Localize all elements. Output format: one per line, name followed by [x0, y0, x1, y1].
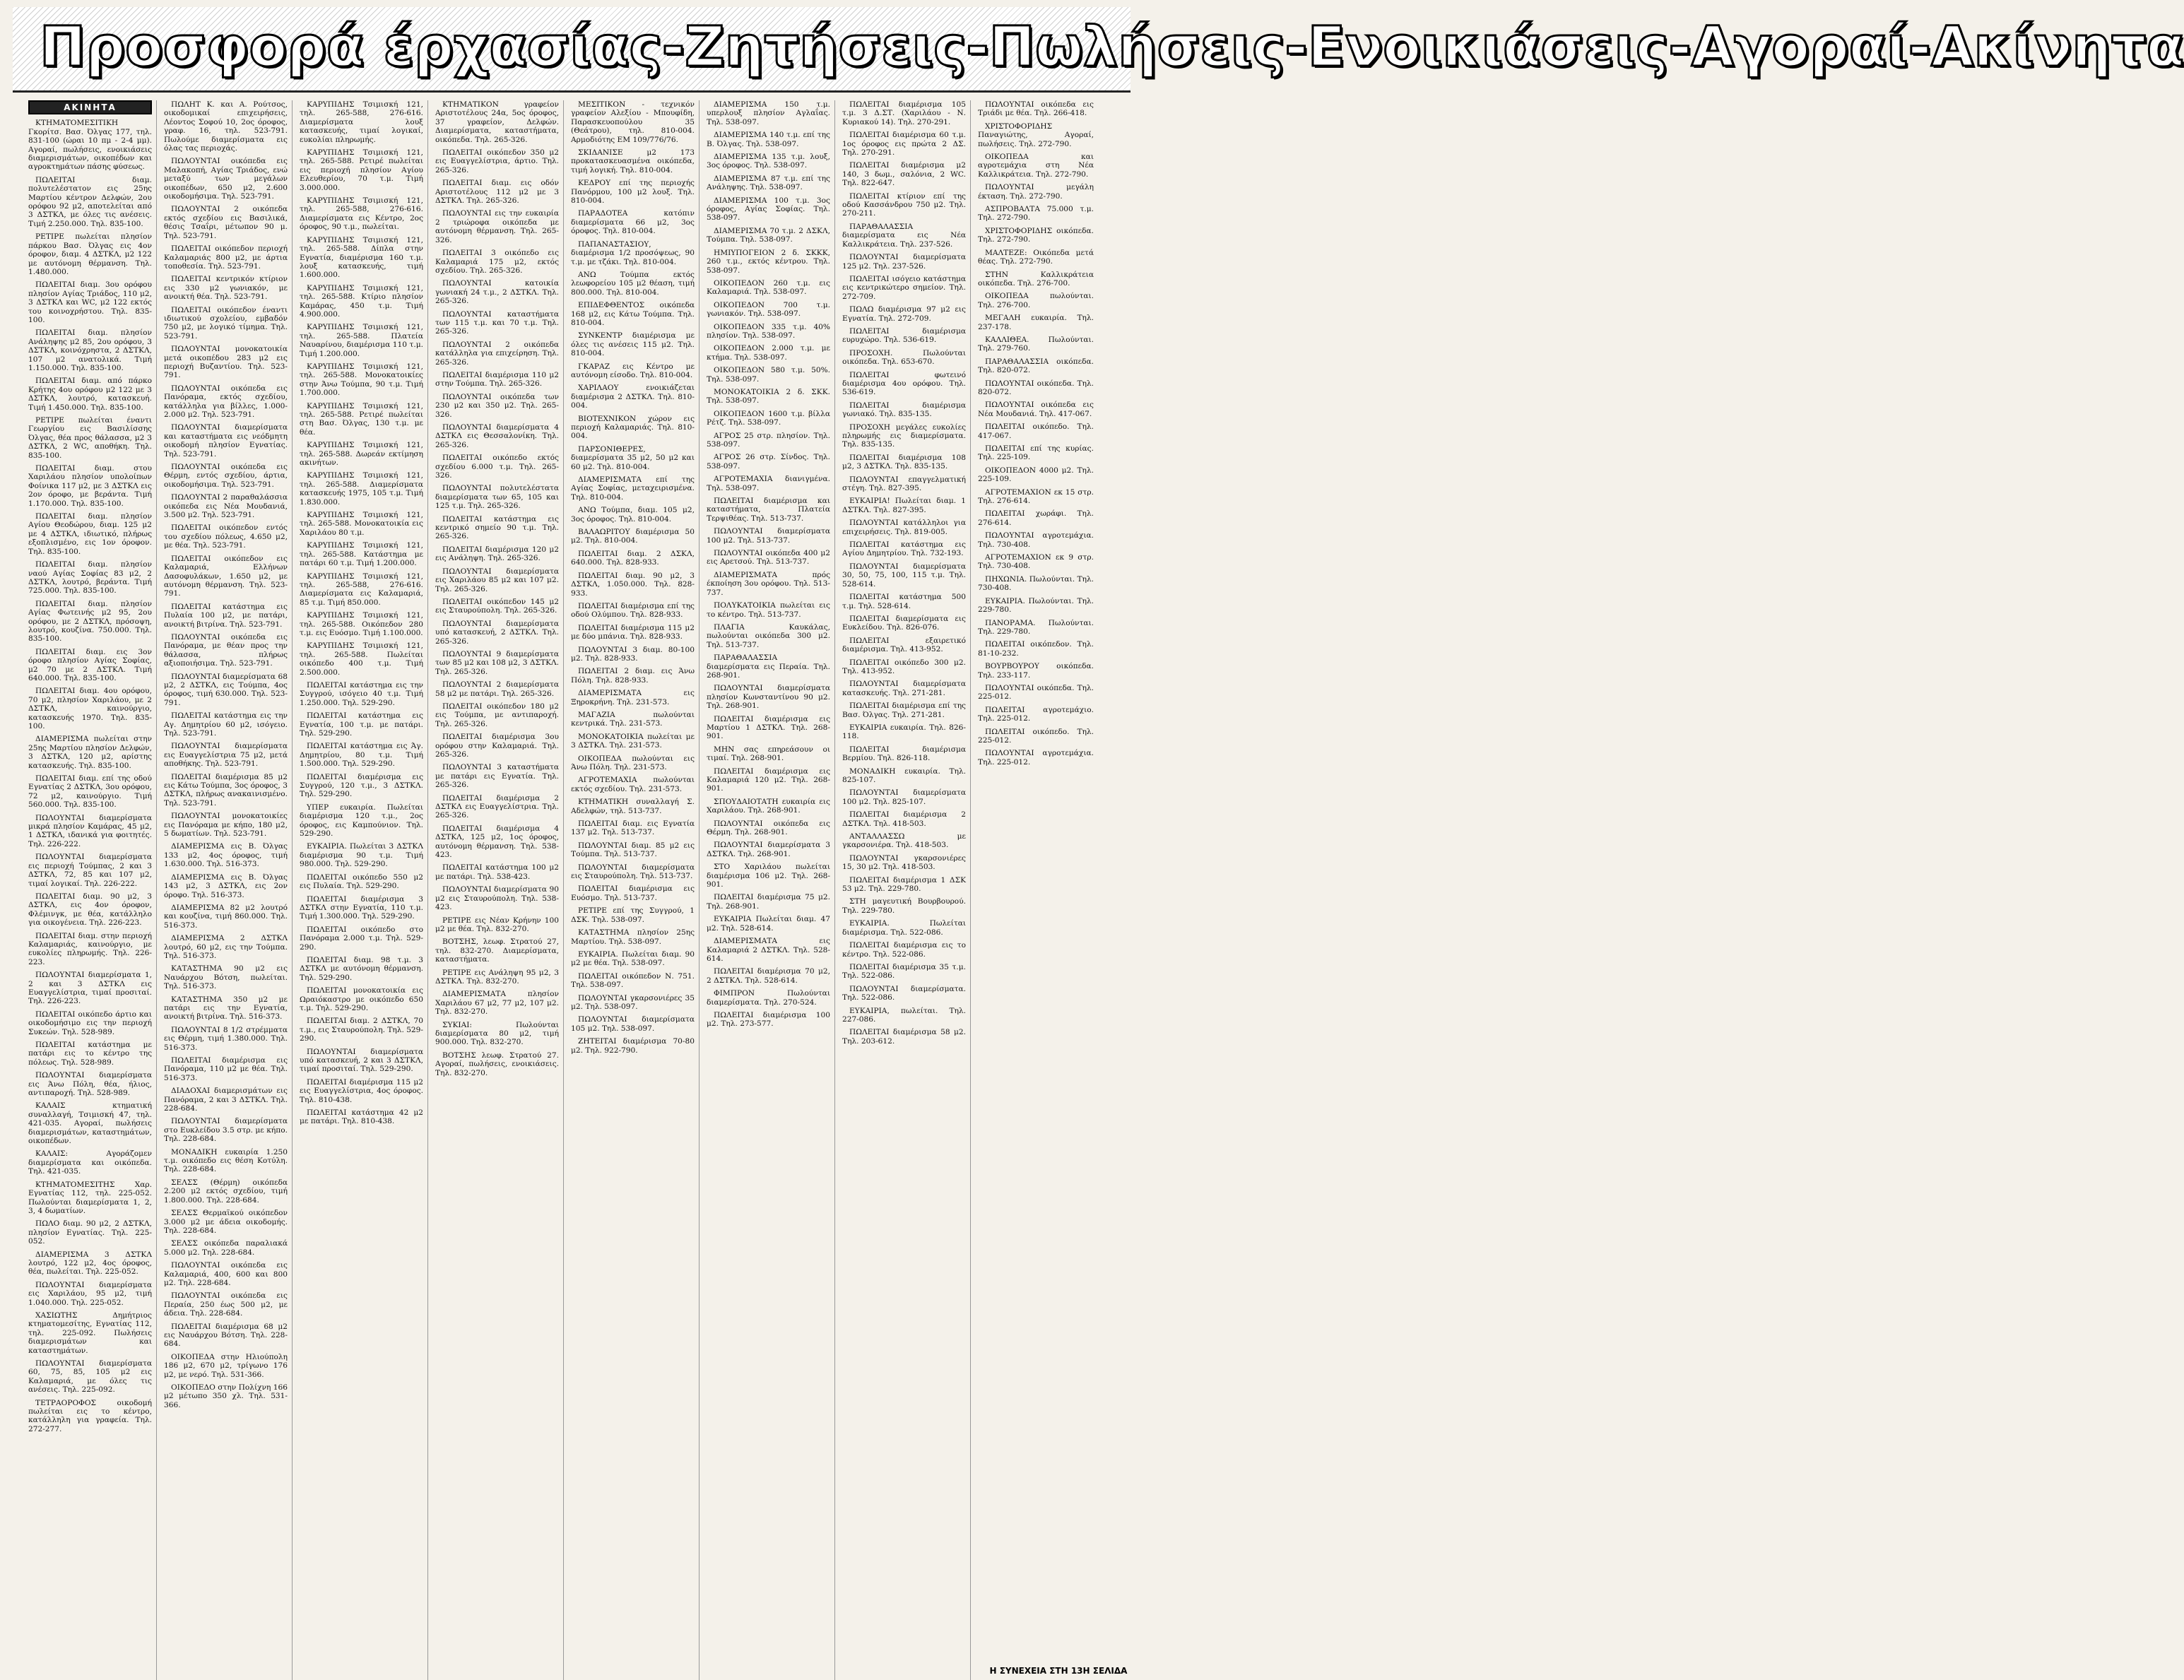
- classified-ad: ΔΙΑΜΕΡΙΣΜΑ 135 τ.μ. λουξ, 3ος όροφος. Τηλ. 538-097.: [707, 153, 830, 170]
- classified-ad: ΣΥΝΚΕΝΤΡ διαμέρισμα με όλες τις ανέσεις 115 μ2. Τηλ. 810-004.: [571, 331, 695, 358]
- classified-ad: ΠΩΛΟΥΝΤΑΙ οικόπεδα εις Πανόραμα, με θέαν προς την θάλασσα, πλήρως αξιοποιήσιμα. Τηλ. 523-791.: [164, 632, 288, 668]
- classified-ad: ΚΑΛΑΙΣ: Αγοράζομεν διαμερίσματα και οικόπεδα. Τηλ. 421-035.: [28, 1149, 152, 1176]
- classified-ad: ΠΩΛΕΙΤΑΙ ισόγειο κατάστημα εις κεντρικώτερο σημείον. Τηλ. 272-709.: [842, 274, 966, 301]
- classified-ad: ΣΕΛΣΣ (Θέρμη) οικόπεδα 2.200 μ2 εκτός σχεδίου, τιμή 1.800.000. Τηλ. 228-684.: [164, 1178, 288, 1205]
- classified-ad: ΠΩΛΟΥΝΤΑΙ διαμερίσματα 100 μ2. Τηλ. 513-737.: [707, 527, 830, 545]
- classified-ad: ΠΩΛΕΙΤΑΙ διαμ. πλησίον ναού Αγίας Σοφίας 83 μ2, 2 ΔΣΤΚΛ, λουτρό, βεράντα. Τιμή 725.000. Τηλ. 835-100.: [28, 560, 152, 596]
- classified-ad: ΠΩΛΩ διαμέρισμα 97 μ2 εις Εγνατία. Τηλ. 272-709.: [842, 305, 966, 323]
- classified-ad: ΠΩΛΕΙΤΑΙ κατάστημα 42 μ2 με πατάρι. Τηλ. 810-438.: [300, 1108, 423, 1126]
- classified-ad: ΧΡΙΣΤΟΦΟΡΙΔΗΣ Παναγιώτης, Αγοραί, πωλήσεις. Τηλ. 272-790.: [978, 122, 1094, 148]
- classified-ad: ΠΩΛΕΙΤΑΙ διαμέρισμα εις Μαρτίου 1 ΔΣΤΚΛ. Τηλ. 268-901.: [707, 714, 830, 741]
- classified-ad: ΚΑΡΥΠΙΔΗΣ Τσιμισκή 121, τηλ. 265-588. Διαμερίσματα κατασκευής 1975, 105 τ.μ. Τιμή 1.830.000.: [300, 471, 423, 507]
- classified-ad: ΔΙΑΜΕΡΙΣΜΑ εις Β. Όλγας 143 μ2, 3 ΔΣΤΚΛ, εις 2ον όροφο. Τηλ. 516-373.: [164, 872, 288, 899]
- classified-ad: ΠΩΛΕΙΤΑΙ διαμ. εις 3ον όροφο πλησίον Αγίας Σοφίας, μ2 70 με 2 ΔΣΤΚΛ. Τιμή 640.000. Τηλ. 835-100.: [28, 647, 152, 682]
- classified-ad: ΠΩΛΟΥΝΤΑΙ διαμερίσματα 30, 50, 75, 100, 115 τ.μ. Τηλ. 528-614.: [842, 562, 966, 588]
- classified-ad: ΠΩΛΟΥΝΤΑΙ οικόπεδα εις Καλαμαριά, 400, 600 και 800 μ2. Τηλ. 228-684.: [164, 1261, 288, 1287]
- classified-ad: ΠΩΛΟΥΝΤΑΙ διαμερίσματα 1, 2 και 3 ΔΣΤΚΛ εις Ευαγγελίστρια, τιμαί προσιταί. Τηλ. 226-223.: [28, 971, 152, 1006]
- classified-ad: ΔΙΑΜΕΡΙΣΜΑ 82 μ2 λουτρό και κουζίνα, τιμή 860.000. Τηλ. 516-373.: [164, 903, 288, 930]
- classified-ad: ΟΙΚΟΠΕΔΟΝ 580 τ.μ. 50%. Τηλ. 538-097.: [707, 366, 830, 384]
- classified-ad: ΑΓΡΟΤΕΜΑΧΙΟΝ εκ 9 στρ. Τηλ. 730-408.: [978, 553, 1094, 571]
- classified-ad: ΧΡΙΣΤΟΦΟΡΙΔΗΣ οικόπεδα. Τηλ. 272-790.: [978, 226, 1094, 244]
- classified-ad: ΡΕΤΙΡΕ πωλείται πλησίον πάρκου Βασ. Όλγας εις 4ον όροφον, διαμ. 4 ΔΣΤΚΛ, μ2 122 με αυτόνομη θέρμανση. Τηλ. 1.480.000.: [28, 232, 152, 276]
- classified-ad: ΠΩΛΕΙΤΑΙ οικόπεδο. Τηλ. 417-067.: [978, 422, 1094, 440]
- classified-ad: ΠΩΛΕΙΤΑΙ διαμ. πλησίον Αγίας Φωτεινής μ2 95, 2ου ορόφου, με 2 ΔΣΤΚΛ, πρόσοψη, λουτρό, κουζίνα. 750.000. Τηλ. 835-100.: [28, 599, 152, 644]
- classified-ad: ΠΩΛΕΙΤΑΙ κατάστημα εις Εγνατία, 100 τ.μ. με πατάρι. Τηλ. 529-290.: [300, 711, 423, 738]
- classified-ad: ΠΩΛΕΙΤΑΙ κατάστημα εις Αγίου Δημητρίου. Τηλ. 732-193.: [842, 540, 966, 558]
- classified-ad: ΠΩΛΕΙΤΑΙ μονοκατοικία εις Ωραιόκαστρο με οικόπεδο 650 τ.μ. Τηλ. 529-290.: [300, 986, 423, 1012]
- classified-ad: ΕΥΚΑΙΡΙΑ. Πωλείται 3 ΔΣΤΚΛ διαμέρισμα 90 τ.μ. Τιμή 980.000. Τηλ. 529-290.: [300, 842, 423, 869]
- classified-ad: ΟΙΚΟΠΕΔΑ πωλούνται. Τηλ. 276-700.: [978, 292, 1094, 309]
- classified-ad: ΠΩΛΕΙΤΑΙ διαμέρισμα 115 μ2 με δύο μπάνια. Τηλ. 828-933.: [571, 623, 695, 641]
- classified-ad: ΣΤΟ Χαριλάου πωλείται διαμέρισμα 106 μ2. Τηλ. 268-901.: [707, 863, 830, 889]
- classified-ad: ΔΙΑΜΕΡΙΣΜΑ 100 τ.μ. 3ος όροφος, Αγίας Σοφίας. Τηλ. 538-097.: [707, 196, 830, 223]
- classified-ad: ΠΩΛΕΙΤΑΙ οικόπεδο άρτιο και οικοδομήσιμο εις την περιοχή Συκεών. Τηλ. 528-989.: [28, 1010, 152, 1036]
- classified-ad: ΠΩΛΟΥΝΤΑΙ οικόπεδα 400 μ2 εις Αρετσού. Τηλ. 513-737.: [707, 549, 830, 567]
- classified-ad: ΠΩΛΕΙΤΑΙ διαμ. εις οδόν Αριστοτέλους 112 μ2 με 3 ΔΣΤΚΛ. Τηλ. 265-326.: [435, 179, 559, 206]
- column-2: [164, 100, 293, 1680]
- classified-ad: ΠΡΟΣΟΧΗ μεγάλες ευκολίες πληρωμής εις διαμερίσματα. Τηλ. 835-135.: [842, 422, 966, 449]
- classified-ad: ΚΤΗΜΑΤΟΜΕΣΙΤΙΚΗ Γκορίτσ. Βασ. Όλγας 177, τηλ. 831-100 (ώραι 10 πμ - 2-4 μμ). Αγοραί, πωλήσεις, ενοικιάσεις διαμερισμάτων, οικοπέδων και αγροκτημάτων πάσης φύσεως.: [28, 119, 152, 172]
- classified-ad: ΦΙΜΠΡΟΝ Πωλούνται διαμερίσματα. Τηλ. 270-524.: [707, 989, 830, 1007]
- classified-ad: ΚΑΡΥΠΙΔΗΣ Τσιμισκή 121, τηλ. 265-588. Οικόπεδον 280 τ.μ. εις Ευόσμο. Τιμή 1.100.000.: [300, 611, 423, 637]
- classified-ad: ΠΩΛΟΥΝΤΑΙ μονοκατοικίες εις Πανόραμα με κήπο, 180 μ2, 5 δωματίων. Τηλ. 523-791.: [164, 812, 288, 839]
- classified-ad: ΚΤΗΜΑΤΟΜΕΣΙΤΗΣ Χαρ. Εγνατίας 112, τηλ. 225-052. Πωλούνται διαμερίσματα 1, 2, 3, 4 δωματίων.: [28, 1180, 152, 1215]
- classified-ad: ΟΙΚΟΠΕΔΟΝ 4000 μ2. Τηλ. 225-109.: [978, 466, 1094, 484]
- classified-ad: ΚΤΗΜΑΤΙΚΗ συναλλαγή Σ. Αδελφών, τηλ. 513-737.: [571, 798, 695, 815]
- classified-ad: ΠΩΛΟΥΝΤΑΙ διαμερίσματα εις Άνω Πόλη, θέα, ήλιος, αντιπαροχή. Τηλ. 528-989.: [28, 1071, 152, 1098]
- classified-ad: ΚΑΡΥΠΙΔΗΣ Τσιμισκή 121, τηλ. 265-588. Μονοκατοικία εις Χαριλάου 80 τ.μ.: [300, 511, 423, 537]
- classified-ad: ΠΩΛΟΥΝΤΑΙ διαμερίσματα εις περιοχή Τούμπας, 2 και 3 ΔΣΤΚΛ, 72, 85 και 107 μ2, τιμαί λογικαί. Τηλ. 226-222.: [28, 853, 152, 888]
- classified-ad: ΠΩΛΕΙΤΑΙ διαμέρισμα 4 ΔΣΤΚΛ, 125 μ2, 1ος όροφος, αυτόνομη θέρμανση. Τηλ. 538-423.: [435, 824, 559, 860]
- classified-ad: ΠΑΡΑΘΑΛΑΣΣΙΑ διαμερίσματα εις Νέα Καλλικράτεια. Τηλ. 237-526.: [842, 222, 966, 249]
- classified-ad: ΠΩΛΕΙΤΑΙ διαμέρισμα 85 μ2 εις Κάτω Τούμπα, 3ος όροφος, 3 ΔΣΤΚΛ, πλήρως ανακαινισμένο. Τηλ. 523-791.: [164, 772, 288, 808]
- classified-ad: ΚΑΤΑΣΤΗΜΑ πλησίον 25ης Μαρτίου. Τηλ. 538-097.: [571, 928, 695, 946]
- classified-ad: ΕΥΚΑΙΡΙΑ ευκαιρία. Τηλ. 826-118.: [842, 723, 966, 741]
- column-8: [978, 100, 1098, 1680]
- classified-ad: ΑΓΡΟΣ 26 στρ. Σίνδος. Τηλ. 538-097.: [707, 453, 830, 471]
- classified-ad: ΚΤΗΜΑΤΙΚΟΝ γραφείον Αριστοτέλους 24α, 5ος όροφος, 37 γραφείον, Δελφών. Διαμερίσματα, καταστήματα, οικόπεδα. Τηλ. 265-326.: [435, 100, 559, 144]
- classified-ad: ΠΩΛΕΙΤΑΙ 3 οικόπεδο εις Καλαμαριά 175 μ2, εκτός σχεδίου. Τηλ. 265-326.: [435, 249, 559, 275]
- classified-ad: ΠΩΛΟΥΝΤΑΙ διαμερίσματα 125 μ2. Τηλ. 237-526.: [842, 253, 966, 271]
- classified-ad: ΠΩΛΟΥΝΤΑΙ διαμερίσματα υπό κατασκευή, 2 ΔΣΤΚΛ. Τηλ. 265-326.: [435, 619, 559, 646]
- classified-ad: ΠΩΛΟΥΝΤΑΙ διαμερίσματα 4 ΔΣΤΚΛ εις Θεσσαλονίκη. Τηλ. 265-326.: [435, 423, 559, 449]
- classified-ad: ΠΩΛΕΙΤΑΙ διαμέρισμα επί της Βασ. Όλγας. Τηλ. 271-281.: [842, 702, 966, 719]
- classified-ad: ΠΩΛΕΙΤΑΙ οικόπεδον Ν. 751. Τηλ. 538-097.: [571, 971, 695, 990]
- classified-ad: ΟΙΚΟΠΕΔΟ στην Πολίχνη 166 μ2 μέτωπο 350 χλ. Τηλ. 531-366.: [164, 1383, 288, 1409]
- classified-ad: ΠΩΛΟΥΝΤΑΙ οικόπεδα των 230 μ2 και 350 μ2. Τηλ. 265-326.: [435, 392, 559, 419]
- column-3: [300, 100, 428, 1680]
- classified-ad: ΚΑΤΑΣΤΗΜΑ 90 μ2 εις Ναυάρχου Βότση, πωλείται. Τηλ. 516-373.: [164, 964, 288, 991]
- classified-ad: ΠΩΛΕΙΤΑΙ οικόπεδον εντός του σχεδίου πόλεως, 4.650 μ2, με θέα. Τηλ. 523-791.: [164, 523, 288, 550]
- classified-ad: ΠΩΛΕΙΤΑΙ χωράφι. Τηλ. 276-614.: [978, 509, 1094, 527]
- classified-ad: ΠΩΛΕΙΤΑΙ οικόπεδον 350 μ2 εις Ευαγγελίστρια, άρτιο. Τηλ. 265-326.: [435, 148, 559, 174]
- classified-ad: ΠΩΛΕΙΤΑΙ διαμ. 4ου ορόφου, 70 μ2, πλησίον Χαριλάου, με 2 ΔΣΤΚΛ, καινούργιο, κατασκευής 1970. Τηλ. 835-100.: [28, 687, 152, 730]
- classified-ad: ΣΥΚΙΑΙ: Πωλούνται διαμερίσματα 80 μ2, τιμή 900.000. Τηλ. 832-270.: [435, 1020, 559, 1047]
- classified-ad: ΠΩΛΕΙΤΑΙ διαμέρισμα γωνιακό. Τηλ. 835-135.: [842, 401, 966, 419]
- classifieds-columns: [28, 100, 1131, 1680]
- classified-ad: ΧΑΡΙΛΑΟΥ ενοικιάζεται διαμέρισμα 2 ΔΣΤΚΛ. Τηλ. 810-004.: [571, 384, 695, 410]
- classified-ad: ΠΩΛΟΥΝΤΑΙ διαμερίσματα και καταστήματα εις νεόδμητη οικοδομή πλησίον Εγνατίας. Τηλ. 523-791.: [164, 423, 288, 459]
- classified-ad: ΠΩΛΕΙΤΑΙ φωτεινό διαμέρισμα 4ου ορόφου. Τηλ. 536-619.: [842, 370, 966, 397]
- classified-ad: ΠΩΛΕΙΤΑΙ διαμέρισμα και καταστήματα, Πλατεία Τερψιθέας. Τηλ. 513-737.: [707, 497, 830, 523]
- classified-ad: ΠΩΛΟΥΝΤΑΙ πολυτελέστατα διαμερίσματα των 65, 105 και 125 τ.μ. Τηλ. 265-326.: [435, 484, 559, 511]
- section-heading: ΑΚΙΝΗΤΑ: [28, 100, 152, 114]
- classified-ad: ΚΑΡΥΠΙΔΗΣ Τσιμισκή 121, τηλ. 265-588. Πλατεία Ναυαρίνου, διαμέρισμα 110 τ.μ. Τιμή 1.200.000.: [300, 323, 423, 358]
- classified-ad: ΠΗΧΩΝΙΑ. Πωλούνται. Τηλ. 730-408.: [978, 574, 1094, 593]
- classified-ad: ΠΩΛΕΙΤΑΙ διαμ. 98 τ.μ. 3 ΔΣΤΚΛ με αυτόνομη θέρμανση. Τηλ. 529-290.: [300, 955, 423, 982]
- classified-ad: ΔΙΑΜΕΡΙΣΜΑ πωλείται στην 25ης Μαρτίου πλησίον Δελφών, 3 ΔΣΤΚΛ, 120 μ2, αρίστης κατασκευής. Τηλ. 835-100.: [28, 735, 152, 770]
- classified-ad: ΠΩΛΕΙΤΑΙ οικόπεδο στο Πανόραμα 2.000 τ.μ. Τηλ. 529-290.: [300, 925, 423, 952]
- classified-ad: ΠΩΛΟΥΝΤΑΙ γκαρσονιέρες 15, 30 μ2. Τηλ. 418-503.: [842, 853, 966, 872]
- classified-ad: ΚΑΡΥΠΙΔΗΣ Τσιμισκή 121, τηλ. 265-588. Πωλείται οικόπεδο 400 τ.μ. Τιμή 2.500.000.: [300, 641, 423, 677]
- banner-title: Προσφορά έρχασίας-Ζητήσεις-Πωλήσεις-Ενοικιάσεις-Αγοραί-Ακίνητα: [40, 16, 2184, 79]
- classified-ad: ΚΕΔΡΟΥ επί της περιοχής Πανόρμου, 100 μ2 λουξ. Τηλ. 810-004.: [571, 179, 695, 206]
- classified-ad: ΠΩΛΟΥΝΤΑΙ κατοικία γωνιακή 24 τ.μ., 2 ΔΣΤΚΛ. Τηλ. 265-326.: [435, 279, 559, 306]
- classified-ad: ΠΩΛΟΥΝΤΑΙ 9 διαμερίσματα των 85 μ2 και 108 μ2, 3 ΔΣΤΚΛ. Τηλ. 265-326.: [435, 649, 559, 676]
- classified-ad: ΡΕΤΙΡΕ επί της Συγγρού, 1 ΔΣΚ. Τηλ. 538-097.: [571, 906, 695, 924]
- classified-ad: ΠΩΛΕΙΤΑΙ διαμέρισμα εις Συγγρού, 120 τ.μ., 3 ΔΣΤΚΛ. Τηλ. 529-290.: [300, 772, 423, 799]
- classified-ad: ΠΩΛΟΥΝΤΑΙ διαμερίσματα. Τηλ. 522-086.: [842, 984, 966, 1002]
- classified-ad: ΠΑΡΣΟΝΙΘΕΡΕΣ, διαμερίσματα 35 μ2, 50 μ2 και 60 μ2. Τηλ. 810-004.: [571, 444, 695, 471]
- classified-ad: ΠΩΛΟΥΝΤΑΙ διαμερίσματα 105 μ2. Τηλ. 538-097.: [571, 1015, 695, 1033]
- continuation-note: Η ΣΥΝΕΧΕΙΑ ΣΤΗ 13Η ΣΕΛΙΔΑ: [988, 1666, 1129, 1676]
- classified-ad: ΠΩΛΕΙΤΑΙ αγροτεμάχιο. Τηλ. 225-012.: [978, 705, 1094, 723]
- classified-ad: ΠΩΛΕΙΤΑΙ διαμέρισμα 1 ΔΣΚ 53 μ2. Τηλ. 229-780.: [842, 875, 966, 894]
- classified-ad: ΚΑΡΥΠΙΔΗΣ Τσιμισκή 121, τηλ. 265-588. Δωρεάν εκτίμηση ακινήτων.: [300, 441, 423, 468]
- classified-ad: ΠΩΛΟΥΝΤΑΙ μονοκατοικία μετά οικοπέδου 283 μ2 εις περιοχή Βυζαντίου. Τηλ. 523-791.: [164, 345, 288, 380]
- classified-ad: ΕΥΚΑΙΡΙΑ. Πωλούνται. Τηλ. 229-780.: [978, 596, 1094, 615]
- classified-ad: ΠΩΛΕΙΤΑΙ διαμέρισμα μ2 140, 3 δωμ., σαλόνια, 2 WC. Τηλ. 822-647.: [842, 161, 966, 188]
- classified-ad: ΔΙΑΜΕΡΙΣΜΑ 150 τ.μ. υπερλουξ πλησίον Αγλαΐας. Τηλ. 538-097.: [707, 100, 830, 126]
- classified-ad: ΒΙΟΤΕΧΝΙΚΟΝ χώρον εις περιοχή Καλαμαριάς. Τηλ. 810-004.: [571, 414, 695, 441]
- classified-ad: ΠΩΛΟΥΝΤΑΙ μεγάλη έκταση. Τηλ. 272-790.: [978, 183, 1094, 201]
- classified-ad: ΤΕΤΡΑΟΡΟΦΟΣ οικοδομή πωλείται εις το κέντρο, κατάλληλη για γραφεία. Τηλ. 272-277.: [28, 1398, 152, 1433]
- classified-ad: ΠΩΛΟΥΝΤΑΙ 2 οικόπεδα εκτός σχεδίου εις Βασιλικά, θέσις Τσαΐρι, μέτωπον 90 μ. Τηλ. 523-791.: [164, 205, 288, 240]
- classified-ad: ΠΩΛΕΙΤΑΙ διαμ. από πάρκο Κρήτης 4ου ορόφου μ2 122 με 3 ΔΣΤΚΛ, λουτρό, κατασκευή. Τιμή 1.450.000. Τηλ. 835-100.: [28, 377, 152, 412]
- column-4: [435, 100, 564, 1680]
- classified-ad: ΑΓΡΟΣ 25 στρ. πλησίον. Τηλ. 538-097.: [707, 431, 830, 449]
- classified-ad: ΠΩΛΟΥΝΤΑΙ διαμερίσματα πλησίον Κωνσταντίνου 90 μ2. Τηλ. 268-901.: [707, 684, 830, 711]
- classified-ad: ΠΩΛΟΥΝΤΑΙ διαμερίσματα μικρά πλησίον Καμάρας, 45 μ2, 1 ΔΣΤΚΛ, ιδανικά για φοιτητές. Τηλ. 226-222.: [28, 813, 152, 848]
- classified-ad: ΒΟΤΣΗΣ, λεωφ. Στρατού 27, τηλ. 832-270. Διαμερίσματα, καταστήματα.: [435, 937, 559, 964]
- classified-ad: ΠΩΛΟΥΝΤΑΙ γκαρσονιέρες 35 μ2. Τηλ. 538-097.: [571, 993, 695, 1011]
- classified-ad: ΠΩΛΟΥΝΤΑΙ οικόπεδα εις Πανόραμα, εκτός σχεδίου, κατάλληλα για βίλλες, 1.000-2.000 μ2. Τηλ. 523-791.: [164, 384, 288, 419]
- classified-ad: ΜΕΣΙΤΙΚΟΝ - τεχνικόν γραφείον Αλεξίου - Μπουφίδη, Παρασκευοπούλου 35 (Θεάτρου), τηλ. 810-004. Αρμοδιότης ΕΜ 109/776/76.: [571, 100, 695, 144]
- classified-ad: ΠΩΛΕΙΤΑΙ διαμέρισμα 68 μ2 εις Ναυάρχου Βότση. Τηλ. 228-684.: [164, 1322, 288, 1349]
- classified-ad: ΠΩΛΟΥΝΤΑΙ 3 καταστήματα με πατάρι εις Εγνατία. Τηλ. 265-326.: [435, 763, 559, 790]
- classified-ad: ΠΩΛΕΙΤΑΙ διαμέρισμα 2 ΔΣΤΚΛ. Τηλ. 418-503.: [842, 810, 966, 828]
- classified-ad: ΠΩΛΟΥΝΤΑΙ διαμερίσματα υπό κατασκευή, 2 και 3 ΔΣΤΚΛ, τιμαί προσιταί. Τηλ. 529-290.: [300, 1047, 423, 1074]
- classified-ad: ΠΩΛΕΙΤΑΙ διαμέρισμα επί της οδού Ολύμπου. Τηλ. 828-933.: [571, 601, 695, 620]
- classified-ad: ΠΩΛΕΙΤΑΙ διαμέρισμα εις το κέντρο. Τηλ. 522-086.: [842, 941, 966, 959]
- classified-ad: ΠΩΛΕΙΤΑΙ διαμ. 2 ΔΣΤΚΛ, 70 τ.μ., εις Σταυρούπολη. Τηλ. 529-290.: [300, 1017, 423, 1043]
- classified-ad: ΜΟΝΑΔΙΚΗ ευκαιρία 1.250 τ.μ. οικόπεδο εις θέση Κοτύλη. Τηλ. 228-684.: [164, 1147, 288, 1174]
- classified-ad: ΣΕΛΣΣ οικόπεδα παραλιακά 5.000 μ2. Τηλ. 228-684.: [164, 1239, 288, 1257]
- classified-ad: ΠΩΛΟ διαμ. 90 μ2, 2 ΔΣΤΚΛ, πλησίον Εγνατίας. Τηλ. 225-052.: [28, 1219, 152, 1246]
- classified-ad: ΚΑΡΥΠΙΔΗΣ Τσιμισκή 121, τηλ. 265-588. Μονοκατοικίες στην Άνω Τούμπα, 90 τ.μ. Τιμή 1.700.000.: [300, 362, 423, 398]
- classified-ad: ΜΟΝΟΚΑΤΟΙΚΙΑ πωλείται με 3 ΔΣΤΚΛ. Τηλ. 231-573.: [571, 732, 695, 750]
- classified-ad: ΠΩΛΕΙΤΑΙ διαμ. στου Χαριλάου πλησίον υπολοίπων Φοίνικα 117 μ2, με 3 ΔΣΤΚΛ εις 2ον όροφο, με βεράντα. Τιμή 1.170.000. Τηλ. 835-100.: [28, 464, 152, 508]
- classified-ad: ΟΙΚΟΠΕΔΟΝ 260 τ.μ. εις Καλαμαριά. Τηλ. 538-097.: [707, 278, 830, 297]
- classified-ad: ΚΑΛΑΙΣ κτηματική συναλλαγή, Τσιμισκή 47, τηλ. 421-035. Αγοραί, πωλήσεις διαμερισμάτων, καταστημάτων, οικοπέδων.: [28, 1101, 152, 1146]
- classified-ad: ΜΟΝΑΔΙΚΗ ευκαιρία. Τηλ. 825-107.: [842, 767, 966, 784]
- classified-ad: ΚΑΡΥΠΙΔΗΣ Τσιμισκή 121, τηλ. 265-588, 276-616. Διαμερίσματα εις Κέντρο, 2ος όροφος, 90 τ.μ., πωλείται.: [300, 196, 423, 232]
- classified-ad: ΠΩΛΕΙΤΑΙ διαμέρισμα 70 μ2, 2 ΔΣΤΚΛ. Τηλ. 528-614.: [707, 967, 830, 985]
- classified-ad: ΑΝΤΑΛΛΑΣΣΩ με γκαρσονιέρα. Τηλ. 418-503.: [842, 832, 966, 850]
- classified-ad: ΡΕΤΙΡΕ εις Ανάληψη 95 μ2, 3 ΔΣΤΚΛ. Τηλ. 832-270.: [435, 968, 559, 986]
- classified-ad: ΠΩΛΕΙΤΑΙ διαμέρισμα 120 μ2 εις Ανάληψη. Τηλ. 265-326.: [435, 545, 559, 563]
- classified-ad: ΒΑΛΑΩΡΙΤΟΥ διαμέρισμα 50 μ2. Τηλ. 810-004.: [571, 528, 695, 545]
- classified-ad: ΠΩΛΕΙΤΑΙ διαμ. 3ου ορόφου πλησίον Αγίας Τριάδος, 110 μ2, 3 ΔΣΤΚΛ και WC, μ2 122 εκτός του κοινοχρήστου. Τηλ. 835-100.: [28, 280, 152, 324]
- classified-ad: ΠΩΛΗΤ Κ. και Α. Ρούτσος, οικοδομικαί επιχειρήσεις, Λέοντος Σοφού 10, 2ος όροφος, γραφ. 16, τηλ. 523-791. Πωλούμε διαμερίσματα εις όλας τας περιοχάς.: [164, 100, 288, 153]
- classified-ad: ΠΩΛΟΥΝΤΑΙ διαμερίσματα 100 μ2. Τηλ. 825-107.: [842, 788, 966, 806]
- classified-ad: ΣΠΟΥΔΑΙΟΤΑΤΗ ευκαιρία εις Χαριλάου. Τηλ. 268-901.: [707, 797, 830, 815]
- classified-ad: ΔΙΑΜΕΡΙΣΜΑΤΑ πρός έκποίηση 3ου ορόφου. Τηλ. 513-737.: [707, 570, 830, 597]
- classified-ad: ΠΩΛΕΙΤΑΙ διαμέρισμα 115 μ2 εις Ευαγγελίστρια, 4ος όροφος. Τηλ. 810-438.: [300, 1077, 423, 1104]
- classified-ad: ΠΩΛΕΙΤΑΙ διαμέρισμα 75 μ2. Τηλ. 268-901.: [707, 893, 830, 911]
- classified-ad: ΒΟΥΡΒΟΥΡΟΥ οικόπεδα. Τηλ. 233-117.: [978, 662, 1094, 680]
- classified-ad: ΕΥΚΑΙΡΙΑ, πωλείται. Τηλ. 227-086.: [842, 1006, 966, 1024]
- classified-ad: ΠΩΛΟΥΝΤΑΙ διαμερίσματα εις Ευαγγελίστρια 75 μ2, μετά αποθήκης. Τηλ. 523-791.: [164, 742, 288, 769]
- classified-ad: ΠΩΛΟΥΝΤΑΙ εις την ευκαιρία 2 τριώροφα οικόπεδα με αυτόνομη θέρμανση. Τηλ. 265-326.: [435, 209, 559, 244]
- classified-ad: ΕΥΚΑΙΡΙΑ! Πωλείται διαμ. 1 ΔΣΤΚΛ. Τηλ. 827-395.: [842, 497, 966, 514]
- classified-ad: ΠΡΟΣΟΧΗ. Πωλούνται οικόπεδα. Τηλ. 653-670.: [842, 348, 966, 367]
- classified-ad: ΚΑΡΥΠΙΔΗΣ Τσιμισκή 121, τηλ. 265-588, 276-616. Διαμερίσματα εις Καλαμαριά, 85 τ.μ. Τιμή 850.000.: [300, 572, 423, 607]
- classified-ad: ΚΑΡΥΠΙΔΗΣ Τσιμισκή 121, τηλ. 265-588. Ρετιρέ πωλείται εις περιοχή πλησίον Αγίου Ελευθερίου, 70 τ.μ. Τιμή 3.000.000.: [300, 148, 423, 192]
- classified-ad: ΠΩΛΟΥΝΤΑΙ διαμερίσματα κατασκευής. Τηλ. 271-281.: [842, 680, 966, 697]
- classified-ad: ΠΩΛΟΥΝΤΑΙ αγροτεμάχια. Τηλ. 730-408.: [978, 531, 1094, 549]
- classified-ad: ΠΩΛΕΙΤΑΙ διαμέρισμα 105 τ.μ. 3 Δ.ΣΤ. (Χαριλάου - Ν. Κυριακού 14). Τηλ. 270-291.: [842, 100, 966, 126]
- classified-ad: ΚΑΤΑΣΤΗΜΑ 350 μ2 με πατάρι εις την Εγνατία, ανοικτή βιτρίνα. Τηλ. 516-373.: [164, 995, 288, 1022]
- classified-ad: ΠΩΛΕΙΤΑΙ κατάστημα εις κεντρικό σημείο 90 τ.μ. Τηλ. 265-326.: [435, 514, 559, 541]
- classified-ad: ΜΑΛΤΕΖΕ: Οικόπεδα μετά θέας. Τηλ. 272-790.: [978, 248, 1094, 266]
- classified-ad: ΕΥΚΑΙΡΙΑ Πωλείται διαμ. 47 μ2. Τηλ. 528-614.: [707, 915, 830, 933]
- classified-ad: ΠΩΛΕΙΤΑΙ 2 διαμ. εις Άνω Πόλη. Τηλ. 828-933.: [571, 667, 695, 685]
- classified-ad: ΠΩΛΕΙΤΑΙ διαμέρισμα εις Πανόραμα, 110 μ2 με θέα. Τηλ. 516-373.: [164, 1056, 288, 1082]
- classified-ad: ΠΩΛΕΙΤΑΙ κεντρικόν κτίριον εις 330 μ2 γωνιακόν, με ανοικτή θέα. Τηλ. 523-791.: [164, 275, 288, 302]
- classified-ad: ΠΩΛΕΙΤΑΙ διαμ. 90 μ2, 3 ΔΣΤΚΛ, εις 4ον όροφον, Φλέμινγκ, με θέα, κατάλληλο για οικογένεια. Τηλ. 226-223.: [28, 892, 152, 928]
- classified-ad: ΠΩΛΕΙΤΑΙ διαμ. 2 ΔΣΚΛ, 640.000. Τηλ. 828-933.: [571, 549, 695, 567]
- classifieds-banner: [13, 7, 2184, 93]
- classified-ad: ΟΙΚΟΠΕΔΟΝ 700 τ.μ. γωνιακόν. Τηλ. 538-097.: [707, 300, 830, 319]
- classified-ad: ΠΩΛΟΥΝΤΑΙ διαμερίσματα εις Χαριλάου, 95 μ2, τιμή 1.040.000. Τηλ. 225-052.: [28, 1280, 152, 1307]
- classified-ad: ΠΩΛΕΙΤΑΙ διαμ. 90 μ2, 3 ΔΣΤΚΛ, 1.050.000. Τηλ. 828-933.: [571, 571, 695, 598]
- classified-ad: ΠΩΛΟΥΝΤΑΙ οικόπεδα εις Περαία, 250 έως 500 μ2, με άδεια. Τηλ. 228-684.: [164, 1291, 288, 1318]
- classified-ad: ΠΩΛΟΥΝΤΑΙ διαμερίσματα 60, 75, 85, 105 μ2 εις Καλαμαριά, με όλες τις ανέσεις. Τηλ. 225-092.: [28, 1359, 152, 1395]
- classified-ad: ΠΩΛΟΥΝΤΑΙ διαμερίσματα εις Χαριλάου 85 μ2 και 107 μ2. Τηλ. 265-326.: [435, 567, 559, 593]
- classified-ad: ΠΩΛΕΙΤΑΙ διαμέρισμα 108 μ2, 3 ΔΣΤΚΛ. Τηλ. 835-135.: [842, 453, 966, 471]
- classified-ad: ΔΙΑΜΕΡΙΣΜΑ εις Β. Όλγας 133 μ2, 4ος όροφος, τιμή 1.630.000. Τηλ. 516-373.: [164, 842, 288, 869]
- classified-ad: ΠΩΛΟΥΝΤΑΙ οικόπεδα εις Θέρμη. Τηλ. 268-901.: [707, 819, 830, 837]
- classified-ad: ΟΙΚΟΠΕΔΑ πωλούνται εις Άνω Πόλη. Τηλ. 231-573.: [571, 754, 695, 771]
- classified-ad: ΔΙΑΜΕΡΙΣΜΑ 3 ΔΣΤΚΛ λουτρό, 122 μ2, 4ος όροφος, θέα, πωλείται. Τηλ. 225-052.: [28, 1250, 152, 1277]
- column-1: [28, 100, 157, 1680]
- classified-ad: ΠΩΛΟΥΝΤΑΙ 8 1/2 στρέμματα εις Θέρμη, τιμή 1.380.000. Τηλ. 516-373.: [164, 1025, 288, 1052]
- classified-ad: ΠΩΛΟΥΝΤΑΙ διαμερίσματα 90 μ2 εις Σταυρούπολη. Τηλ. 538-423.: [435, 885, 559, 912]
- classified-ad: ΔΙΑΜΕΡΙΣΜΑ 2 ΔΣΤΚΛ λουτρό, 60 μ2, εις την Τούμπα. Τηλ. 516-373.: [164, 934, 288, 960]
- classified-ad: ΠΑΡΑΘΑΛΑΣΣΙΑ διαμερίσματα εις Περαία. Τηλ. 268-901.: [707, 653, 830, 680]
- classified-ad: ΠΩΛΕΙΤΑΙ διαμέρισμα εις Ευόσμο. Τηλ. 513-737.: [571, 885, 695, 902]
- classified-ad: ΒΟΤΣΗΣ λεωφ. Στρατού 27. Αγοραί, πωλήσεις, ενοικιάσεις. Τηλ. 832-270.: [435, 1051, 559, 1077]
- classified-ad: ΠΩΛΟΥΝΤΑΙ κατάλληλοι για επιχειρήσεις. Τηλ. 819-005.: [842, 519, 966, 536]
- classified-ad: ΚΑΛΛΙΘΕΑ. Πωλούνται. Τηλ. 279-760.: [978, 335, 1094, 353]
- classified-ad: ΠΩΛΕΙΤΑΙ διαμερίσματα εις Ευκλείδου. Τηλ. 826-076.: [842, 614, 966, 632]
- classified-ad: ΠΩΛΟΥΝΤΑΙ 2 παραθαλάσσια οικόπεδα εις Νέα Μουδανιά, 3.500 μ2. Τηλ. 523-791.: [164, 493, 288, 520]
- classified-ad: ΠΩΛΟΥΝΤΑΙ 2 διαμερίσματα 58 μ2 με πατάρι. Τηλ. 265-326.: [435, 680, 559, 698]
- classified-ad: ΚΑΡΥΠΙΔΗΣ Τσιμισκή 121, τηλ. 265-588. Κτίριο πλησίον Καμάρας, 450 τ.μ. Τιμή 4.900.000.: [300, 283, 423, 319]
- classified-ad: ΠΩΛΕΙΤΑΙ οικόπεδο. Τηλ. 225-012.: [978, 727, 1094, 745]
- classified-ad: ΠΩΛΟΥΝΤΑΙ καταστήματα των 115 τ.μ. και 70 τ.μ. Τηλ. 265-326.: [435, 309, 559, 336]
- classified-ad: ΔΙΑΜΕΡΙΣΜΑ 87 τ.μ. επί της Ανάληψης. Τηλ. 538-097.: [707, 174, 830, 192]
- column-5: [571, 100, 700, 1680]
- classified-ad: ΑΝΩ Τούμπα, διαμ. 105 μ2, 3ος όροφος. Τηλ. 810-004.: [571, 506, 695, 523]
- classified-ad: ΠΩΛΕΙΤΑΙ διαμ. εις Εγνατία 137 μ2. Τηλ. 513-737.: [571, 820, 695, 837]
- classified-ad: ΠΩΛΕΙΤΑΙ κατάστημα 500 τ.μ. Τηλ. 528-614.: [842, 593, 966, 610]
- classified-ad: ΠΩΛΕΙΤΑΙ διαμέρισμα εις Καλαμαριά 120 μ2. Τηλ. 268-901.: [707, 767, 830, 793]
- classified-ad: ΚΑΡΥΠΙΔΗΣ Τσιμισκή 121, τηλ. 265-588, 276-616. Διαμερίσματα λουξ κατασκευής, τιμαί λογικαί, ευκολίαι πληρωμής.: [300, 100, 423, 144]
- classified-ad: ΜΗΝ σας επηρεάσουν οι τιμαί. Τηλ. 268-901.: [707, 745, 830, 763]
- classified-ad: ΥΠΕΡ ευκαιρία. Πωλείται διαμέρισμα 120 τ.μ., 2ος όροφος, εις Καμπούνιον. Τηλ. 529-290.: [300, 803, 423, 839]
- classified-ad: ΚΑΡΥΠΙΔΗΣ Τσιμισκή 121, τηλ. 265-588. Κατάστημα με πατάρι 60 τ.μ. Τιμή 1.200.000.: [300, 541, 423, 568]
- classified-ad: ΠΩΛΟΥΝΤΑΙ επαγγελματική στέγη. Τηλ. 827-395.: [842, 475, 966, 493]
- classified-ad: ΑΝΩ Τούμπα εκτός λεωφορείου 105 μ2 θέαση, τιμή 800.000. Τηλ. 810-004.: [571, 270, 695, 297]
- classified-ad: ΠΩΛΕΙΤΑΙ διαμέρισμα Βερμίου. Τηλ. 826-118.: [842, 745, 966, 763]
- classified-ad: ΔΙΑΜΕΡΙΣΜΑΤΑ πλησίον Χαριλάου 67 μ2, 77 μ2, 107 μ2. Τηλ. 832-270.: [435, 990, 559, 1017]
- classified-ad: ΠΩΛΕΙΤΑΙ κατάστημα εις Άγ. Δημητρίου, 80 τ.μ. Τιμή 1.500.000. Τηλ. 529-290.: [300, 742, 423, 769]
- classified-ad: ΠΩΛΕΙΤΑΙ διαμέρισμα 100 μ2. Τηλ. 273-577.: [707, 1010, 830, 1029]
- classified-ad: ΡΕΤΙΡΕ πωλείται έναντι Γεωργίου εις Βασιλίσσης Όλγας, θέα προς θάλασσα, μ2 3 ΔΣΤΚΛ, 2 WC, αποθήκη. Τηλ. 835-100.: [28, 416, 152, 460]
- classified-ad: ΖΗΤΕΙΤΑΙ διαμέρισμα 70-80 μ2. Τηλ. 922-790.: [571, 1037, 695, 1055]
- classified-ad: ΠΩΛΟΥΝΤΑΙ διαμερίσματα 68 μ2, 2 ΔΣΤΚΛ, εις Τούμπα, 4ος όροφος, τιμή 630.000. Τηλ. 523-791.: [164, 672, 288, 707]
- classified-ad: ΠΩΛΟΥΝΤΑΙ διαμ. 85 μ2 εις Τούμπα. Τηλ. 513-737.: [571, 841, 695, 859]
- classified-ad: ΗΜΙΥΠΟΓΕΙΟΝ 2 δ. ΣΚΚΚ, 260 τ.μ., εκτός κέντρου. Τηλ. 538-097.: [707, 248, 830, 275]
- classified-ad: ΠΩΛΟΥΝΤΑΙ αγροτεμάχια. Τηλ. 225-012.: [978, 749, 1094, 767]
- classified-ad: ΔΙΑΜΕΡΙΣΜΑ 140 τ.μ. επί της Β. Όλγας. Τηλ. 538-097.: [707, 131, 830, 148]
- classified-ad: ΣΚΙΔΑΝΙΣΕ μ2 173 προκατασκευασμένα οικόπεδα, τιμή λογική. Τηλ. 810-004.: [571, 148, 695, 174]
- classified-ad: ΠΩΛΕΙΤΑΙ διαμέρισμα ευρυχώρο. Τηλ. 536-619.: [842, 326, 966, 345]
- classified-ad: ΔΙΑΜΕΡΙΣΜΑΤΑ εις Ξηροκρήνη. Τηλ. 231-573.: [571, 689, 695, 706]
- classified-ad: ΟΙΚΟΠΕΔΟΝ 335 τ.μ. 40% πλησίον. Τηλ. 538-097.: [707, 322, 830, 340]
- classified-ad: ΠΩΛΟΥΝΤΑΙ διαμερίσματα 3 ΔΣΤΚΛ. Τηλ. 268-901.: [707, 841, 830, 858]
- classified-ad: ΠΩΛΕΙΤΑΙ οικόπεδον εις Καλαμαριά, Ελλήνων Δασοφυλάκων, 1.650 μ2, με αυτόνομη θέρμανση. Τηλ. 523-791.: [164, 554, 288, 598]
- classified-ad: ΠΩΛΕΙΤΑΙ εξαιρετικό διαμέρισμα. Τηλ. 413-952.: [842, 636, 966, 654]
- classified-ad: ΠΑΡΑΔΟΤΕΑ κατόπιν διαμερίσματα 66 μ2, 3ος όροφος. Τηλ. 810-004.: [571, 209, 695, 236]
- classified-ad: ΠΩΛΕΙΤΑΙ διαμέρισμα 3ου ορόφου στην Καλαμαριά. Τηλ. 265-326.: [435, 733, 559, 759]
- classified-ad: ΣΤΗΝ Καλλικράτεια οικόπεδα. Τηλ. 276-700.: [978, 270, 1094, 288]
- classified-ad: ΠΩΛΕΙΤΑΙ οικόπεδο 550 μ2 εις Πυλαία. Τηλ. 529-290.: [300, 872, 423, 891]
- classified-ad: ΠΩΛΟΥΝΤΑΙ οικόπεδα. Τηλ. 820-072.: [978, 379, 1094, 396]
- classified-ad: ΠΑΡΑΘΑΛΑΣΣΙΑ οικόπεδα. Τηλ. 820-072.: [978, 357, 1094, 375]
- classified-ad: ΠΑΠΑΝΑΣΤΑΣΙΟΥ, διαμέρισμα 1/2 προσόψεως, 90 τ.μ. με τζάκι. Τηλ. 810-004.: [571, 239, 695, 266]
- classified-ad: ΠΩΛΕΙΤΑΙ κατάστημα 100 μ2 με πατάρι. Τηλ. 538-423.: [435, 863, 559, 881]
- classified-ad: ΠΩΛΕΙΤΑΙ διαμ. στην περιοχή Καλαμαριάς, καινούργιο, με ευκολίες πληρωμής. Τηλ. 226-223.: [28, 931, 152, 966]
- classified-ad: ΔΙΑΔΟΧΑΙ διαμερισμάτων εις Πανόραμα, 2 και 3 ΔΣΤΚΛ. Τηλ. 228-684.: [164, 1087, 288, 1113]
- classified-ad: ΑΓΡΟΤΕΜΑΧΙΑ πωλούνται εκτός σχεδίου. Τηλ. 231-573.: [571, 776, 695, 793]
- column-7: [842, 100, 971, 1680]
- classified-ad: ΠΩΛΟΥΝΤΑΙ οικόπεδα εις Τριάδι με θέα. Τηλ. 266-418.: [978, 100, 1094, 118]
- classified-ad: ΟΙΚΟΠΕΔΑ στην Ηλιούπολη 186 μ2, 670 μ2, τρίγωνο 176 μ2, με νερό. Τηλ. 531-366.: [164, 1352, 288, 1379]
- classified-ad: ΡΕΤΙΡΕ εις Νέαν Κρήνην 100 μ2 με θέα. Τηλ. 832-270.: [435, 916, 559, 933]
- classified-ad: ΠΩΛΕΙΤΑΙ διαμ. πλησίον Ανάληψης μ2 85, 2ου ορόφου, 3 ΔΣΤΚΛ, κοινόχρηστα, 2 ΔΣΤΚΛ, 107 μ2 ανατολικά. Τιμή 1.150.000. Τηλ. 835-100.: [28, 329, 152, 372]
- classified-ad: ΔΙΑΜΕΡΙΣΜΑΤΑ επί της Αγίας Σοφίας, μεταχειρισμένα. Τηλ. 810-004.: [571, 475, 695, 502]
- classified-ad: ΠΛΑΓΙΑ Καυκάλας, πωλούνται οικόπεδα 300 μ2. Τηλ. 513-737.: [707, 622, 830, 649]
- classified-ad: ΠΟΛΥΚΑΤΟΙΚΙΑ πωλείται εις το κέντρο. Τηλ. 513-737.: [707, 601, 830, 619]
- classified-ad: ΑΓΡΟΤΕΜΑΧΙΟΝ εκ 15 στρ. Τηλ. 276-614.: [978, 487, 1094, 506]
- classified-ad: ΚΑΡΥΠΙΔΗΣ Τσιμισκή 121, τηλ. 265-588. Ρετιρέ πωλείται στη Βασ. Όλγας, 130 τ.μ. με θέα.: [300, 401, 423, 437]
- classified-ad: ΠΩΛΕΙΤΑΙ διαμ. πολυτελέστατον εις 25ης Μαρτίου κέντρον Δελφών, 2ου ορόφου 92 μ2, αποτελείται από 3 ΔΣΤΚΛ, με όλες τις ανέσεις. Τιμή 2.250.000. Τηλ. 835-100.: [28, 175, 152, 228]
- classified-ad: ΠΩΛΟΥΝΤΑΙ οικόπεδα εις Νέα Μουδανιά. Τηλ. 417-067.: [978, 401, 1094, 418]
- classified-ad: ΠΩΛΕΙΤΑΙ οικόπεδον περιοχή Καλαμαριάς 800 μ2, με άρτια τοποθεσία. Τηλ. 523-791.: [164, 244, 288, 271]
- classified-ad: ΟΙΚΟΠΕΔΟΝ 2.000 τ.μ. με κτήμα. Τηλ. 538-097.: [707, 344, 830, 362]
- classified-ad: ΠΩΛΟΥΝΤΑΙ 2 οικόπεδα κατάλληλα για επιχείρηση. Τηλ. 265-326.: [435, 340, 559, 367]
- classified-ad: ΜΟΝΟΚΑΤΟΙΚΙΑ 2 δ. ΣΚΚ. Τηλ. 538-097.: [707, 387, 830, 406]
- classified-ad: ΠΩΛΕΙΤΑΙ διαμέρισμα 3 ΔΣΤΚΛ στην Εγνατία, 110 τ.μ. Τιμή 1.300.000. Τηλ. 529-290.: [300, 894, 423, 921]
- classified-ad: ΣΕΛΣΣ Θερμαϊκού οικόπεδον 3.000 μ2 με άδεια οικοδομής. Τηλ. 228-684.: [164, 1209, 288, 1235]
- classified-ad: ΠΩΛΕΙΤΑΙ οικόπεδο 300 μ2. Τηλ. 413-952.: [842, 658, 966, 675]
- classified-ad: ΠΩΛΕΙΤΑΙ κατάστημα εις την Συγγρού, ισόγειο 40 τ.μ. Τιμή 1.250.000. Τηλ. 529-290.: [300, 680, 423, 707]
- classified-ad: ΠΩΛΕΙΤΑΙ διαμέρισμα 2 ΔΣΤΚΛ εις Ευαγγελίστρια. Τηλ. 265-326.: [435, 793, 559, 820]
- classified-ad: ΔΙΑΜΕΡΙΣΜΑΤΑ εις Καλαμαριά 2 ΔΣΤΚΛ. Τηλ. 528-614.: [707, 937, 830, 963]
- classified-ad: ΑΓΡΟΤΕΜΑΧΙΑ διανιγμένα. Τηλ. 538-097.: [707, 475, 830, 492]
- classified-ad: ΠΩΛΟΥΝΤΑΙ οικόπεδα εις Μαλακοπή, Αγίας Τριάδος, ενώ μεταξύ των μεγάλων οικοπέδων, 650 μ2, 2.600 οικοδομήσιμα. Τηλ. 523-791.: [164, 157, 288, 201]
- classified-ad: ΟΙΚΟΠΕΔΟΝ 1600 τ.μ. βίλλα Ρέτζ. Τηλ. 538-097.: [707, 409, 830, 427]
- classified-ad: ΠΩΛΟΥΝΤΑΙ οικόπεδα. Τηλ. 225-012.: [978, 683, 1094, 702]
- classified-ad: ΠΩΛΕΙΤΑΙ κατάστημα εις την Αγ. Δημητρίου 60 μ2, ισόγειο. Τηλ. 523-791.: [164, 711, 288, 738]
- classified-ad: ΕΥΚΑΙΡΙΑ. Πωλείται διαμέρισμα. Τηλ. 522-086.: [842, 919, 966, 937]
- classified-ad: ΠΩΛΟΥΝΤΑΙ διαμερίσματα εις Σταυρούπολη. Τηλ. 513-737.: [571, 863, 695, 881]
- classified-ad: ΑΣΠΡΟΒΑΛΤΑ 75.000 τ.μ. Τηλ. 272-790.: [978, 205, 1094, 223]
- classified-ad: ΠΩΛΕΙΤΑΙ οικόπεδον 180 μ2 εις Τούμπα, με αντιπαροχή. Τηλ. 265-326.: [435, 702, 559, 728]
- classified-ad: ΠΩΛΕΙΤΑΙ κατάστημα με πατάρι εις το κέντρο της πόλεως. Τηλ. 528-989.: [28, 1041, 152, 1067]
- classified-ad: ΜΕΓΑΛΗ ευκαιρία. Τηλ. 237-178.: [978, 314, 1094, 331]
- classified-ad: ΜΑΓΑΖΙΑ πωλούνται κεντρικά. Τηλ. 231-573.: [571, 710, 695, 728]
- classified-ad: ΠΩΛΟΥΝΤΑΙ διαμερίσματα στο Ευκλείδου 3.5 στρ. με κήπο. Τηλ. 228-684.: [164, 1117, 288, 1144]
- classified-ad: ΠΩΛΕΙΤΑΙ διαμέρισμα 110 μ2 στην Τούμπα. Τηλ. 265-326.: [435, 370, 559, 389]
- classified-ad: ΠΩΛΕΙΤΑΙ οικόπεδον έναντι ιδιωτικού σχολείου, εμβαδόν 750 μ2, με λογικό τίμημα. Τηλ. 523-791.: [164, 305, 288, 341]
- classified-ad: ΠΩΛΕΙΤΑΙ επί της κυρίας. Τηλ. 225-109.: [978, 444, 1094, 462]
- classified-ad: ΠΩΛΕΙΤΑΙ κτίριον επί της οδού Κασσάνδρου 750 μ2. Τηλ. 270-211.: [842, 191, 966, 218]
- classified-ad: ΠΩΛΕΙΤΑΙ διαμ. επί της οδού Εγνατίας 2 ΔΣΤΚΛ, 3ου ορόφου, 72 μ2, καινούργιο. Τιμή 560.000. Τηλ. 835-100.: [28, 774, 152, 810]
- classified-ad: ΠΩΛΟΥΝΤΑΙ οικόπεδα εις Θέρμη, εντός σχεδίου, άρτια, οικοδομήσιμα. Τηλ. 523-791.: [164, 463, 288, 489]
- classified-ad: ΔΙΑΜΕΡΙΣΜΑ 70 τ.μ. 2 ΔΣΚΛ, Τούμπα. Τηλ. 538-097.: [707, 226, 830, 244]
- classified-ad: ΠΩΛΕΙΤΑΙ διαμέρισμα 35 τ.μ. Τηλ. 522-086.: [842, 962, 966, 981]
- classified-ad: ΓΚΑΡΑΖ εις Κέντρο με αυτόνομη είσοδο. Τηλ. 810-004.: [571, 362, 695, 379]
- classified-ad: ΠΩΛΕΙΤΑΙ διαμ. πλησίον Αγίου Θεοδώρου, διαμ. 125 μ2 με 4 ΔΣΤΚΛ, ιδιωτικό, πλήρως εξοπλισμένο, εις 1ον όροφον. Τηλ. 835-100.: [28, 512, 152, 556]
- classified-ad: ΠΩΛΕΙΤΑΙ διαμέρισμα 58 μ2. Τηλ. 203-612.: [842, 1028, 966, 1046]
- classified-ad: ΠΩΛΕΙΤΑΙ διαμέρισμα 60 τ.μ. 1ος όροφος εις πρώτα 2 ΔΣ. Τηλ. 270-291.: [842, 131, 966, 158]
- classified-ad: ΧΑΣΙΩΤΗΣ Δημήτριος κτηματομεσίτης, Εγνατίας 112, τηλ. 225-092. Πωλήσεις διαμερισμάτων και καταστημάτων.: [28, 1311, 152, 1355]
- classified-ad: ΕΥΚΑΙΡΙΑ. Πωλείται διαμ. 90 μ2 με θέα. Τηλ. 538-097.: [571, 950, 695, 968]
- classified-ad: ΚΑΡΥΠΙΔΗΣ Τσιμισκή 121, τηλ. 265-588. Δίπλα στην Εγνατία, διαμέρισμα 160 τ.μ. λουξ κατασκευής, τιμή 1.600.000.: [300, 235, 423, 280]
- classified-ad: ΠΩΛΟΥΝΤΑΙ 3 διαμ. 80-100 μ2. Τηλ. 828-933.: [571, 645, 695, 663]
- classified-ad: ΠΩΛΕΙΤΑΙ οικόπεδο εκτός σχεδίου 6.000 τ.μ. Τηλ. 265-326.: [435, 454, 559, 480]
- classified-ad: ΣΤΗ μαγευτική Βουρβουρού. Τηλ. 229-780.: [842, 897, 966, 915]
- classified-ad: ΠΩΛΕΙΤΑΙ οικόπεδον. Τηλ. 81-10-232.: [978, 640, 1094, 658]
- column-6: [707, 100, 835, 1680]
- classified-ad: ΠΩΛΕΙΤΑΙ κατάστημα εις Πυλαία 100 μ2, με πατάρι, ανοικτή βιτρίνα. Τηλ. 523-791.: [164, 602, 288, 629]
- classified-ad: ΟΙΚΟΠΕΔΑ και αγροτεμάχια στη Νέα Καλλικράτεια. Τηλ. 272-790.: [978, 153, 1094, 179]
- classified-ad: ΠΑΝΟΡΑΜΑ. Πωλούνται. Τηλ. 229-780.: [978, 618, 1094, 636]
- classified-ad: ΠΩΛΕΙΤΑΙ οικόπεδον 145 μ2 εις Σταυρούπολη. Τηλ. 265-326.: [435, 597, 559, 615]
- classified-ad: ΕΠΙΔΕΦΘΕΝΤΟΣ οικόπεδα 168 μ2, εις Κάτω Τούμπα. Τηλ. 810-004.: [571, 301, 695, 327]
